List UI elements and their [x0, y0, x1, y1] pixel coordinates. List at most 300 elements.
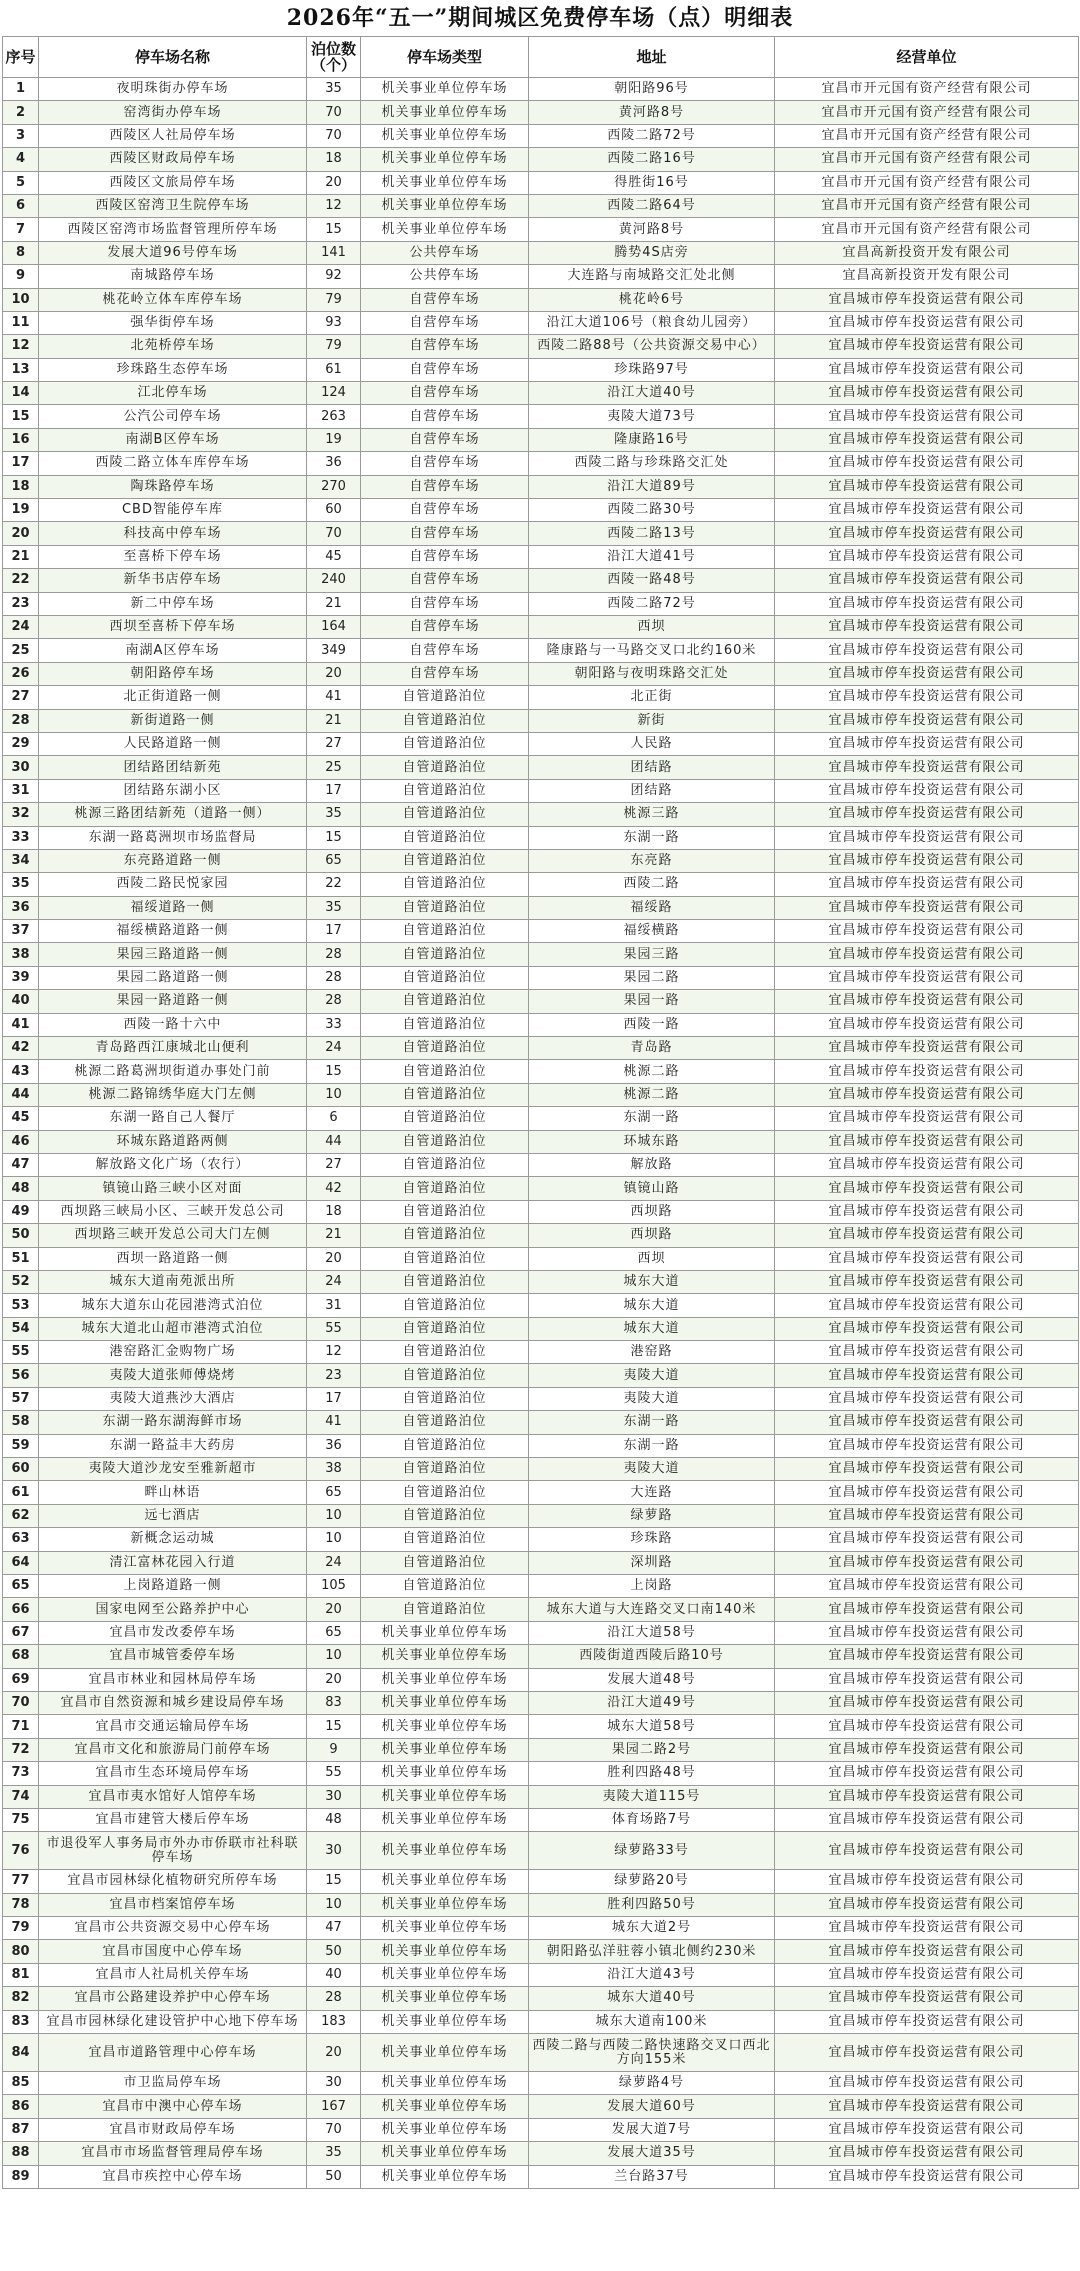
- cell-operator: 宜昌城市停车投资运营有限公司: [775, 966, 1079, 989]
- cell-seq: 68: [3, 1645, 39, 1668]
- cell-name: 新华书店停车场: [39, 569, 307, 592]
- cell-seq: 77: [3, 1870, 39, 1893]
- cell-address: 沿江大道49号: [529, 1691, 775, 1714]
- table-row: [3, 1177, 1079, 1200]
- cell-operator: 宜昌城市停车投资运营有限公司: [775, 1200, 1079, 1223]
- cell-address: 沿江大道40号: [529, 382, 775, 405]
- cell-operator: 宜昌城市停车投资运营有限公司: [775, 826, 1079, 849]
- cell-operator: 宜昌城市停车投资运营有限公司: [775, 288, 1079, 311]
- cell-name: 果园一路道路一侧: [39, 990, 307, 1013]
- cell-address: 团结路: [529, 756, 775, 779]
- cell-seq: 35: [3, 873, 39, 896]
- cell-operator: 宜昌城市停车投资运营有限公司: [775, 2118, 1079, 2141]
- cell-name: 宜昌市文化和旅游局门前停车场: [39, 1738, 307, 1761]
- cell-name: 福绥横路道路一侧: [39, 920, 307, 943]
- cell-operator: 宜昌城市停车投资运营有限公司: [775, 732, 1079, 755]
- cell-name: 宜昌市中澳中心停车场: [39, 2095, 307, 2118]
- cell-spaces: 47: [307, 1917, 361, 1940]
- cell-spaces: 79: [307, 288, 361, 311]
- cell-name: 陶珠路停车场: [39, 475, 307, 498]
- table-row: [3, 1060, 1079, 1083]
- cell-operator: 宜昌高新投资开发有限公司: [775, 265, 1079, 288]
- cell-name: 上岗路道路一侧: [39, 1575, 307, 1598]
- cell-address: 绿萝路33号: [529, 1832, 775, 1870]
- cell-seq: 18: [3, 475, 39, 498]
- header-address: 地址: [529, 37, 775, 78]
- table-row: [3, 1987, 1079, 2010]
- cell-seq: 42: [3, 1037, 39, 1060]
- cell-spaces: 164: [307, 615, 361, 638]
- table-row: [3, 171, 1079, 194]
- table-row: [3, 1551, 1079, 1574]
- cell-seq: 88: [3, 2142, 39, 2165]
- cell-type: 自管道路泊位: [361, 1294, 529, 1317]
- cell-spaces: 30: [307, 2072, 361, 2095]
- cell-name: 强华街停车场: [39, 311, 307, 334]
- table-row: [3, 1341, 1079, 1364]
- cell-seq: 64: [3, 1551, 39, 1574]
- cell-address: 西陵一路: [529, 1013, 775, 1036]
- cell-spaces: 20: [307, 1668, 361, 1691]
- table-row: [3, 662, 1079, 685]
- cell-spaces: 18: [307, 1200, 361, 1223]
- cell-operator: 宜昌城市停车投资运营有限公司: [775, 639, 1079, 662]
- table-header-row: [3, 37, 1079, 78]
- cell-type: 自管道路泊位: [361, 1387, 529, 1410]
- cell-name: 东湖一路益丰大药房: [39, 1434, 307, 1457]
- cell-address: 城东大道40号: [529, 1987, 775, 2010]
- cell-address: 西陵二路64号: [529, 194, 775, 217]
- cell-type: 自管道路泊位: [361, 1598, 529, 1621]
- cell-address: 珍珠路97号: [529, 358, 775, 381]
- cell-type: 自营停车场: [361, 382, 529, 405]
- cell-operator: 宜昌城市停车投资运营有限公司: [775, 1987, 1079, 2010]
- cell-address: 城东大道2号: [529, 1917, 775, 1940]
- cell-address: 黄河路8号: [529, 101, 775, 124]
- table-row: [3, 1200, 1079, 1223]
- table-row: [3, 2072, 1079, 2095]
- cell-seq: 19: [3, 499, 39, 522]
- table-row: [3, 615, 1079, 638]
- cell-type: 自管道路泊位: [361, 1528, 529, 1551]
- cell-name: 西坝至喜桥下停车场: [39, 615, 307, 638]
- table-row: [3, 1294, 1079, 1317]
- cell-operator: 宜昌城市停车投资运营有限公司: [775, 545, 1079, 568]
- cell-address: 发展大道7号: [529, 2118, 775, 2141]
- cell-address: 福绥路: [529, 896, 775, 919]
- cell-spaces: 10: [307, 1645, 361, 1668]
- cell-operator: 宜昌城市停车投资运营有限公司: [775, 1668, 1079, 1691]
- cell-type: 自管道路泊位: [361, 1341, 529, 1364]
- cell-spaces: 92: [307, 265, 361, 288]
- cell-type: 机关事业单位停车场: [361, 1917, 529, 1940]
- cell-spaces: 20: [307, 1247, 361, 1270]
- cell-type: 自管道路泊位: [361, 1130, 529, 1153]
- cell-operator: 宜昌城市停车投资运营有限公司: [775, 475, 1079, 498]
- cell-type: 自管道路泊位: [361, 1458, 529, 1481]
- cell-seq: 58: [3, 1411, 39, 1434]
- cell-type: 自营停车场: [361, 545, 529, 568]
- cell-spaces: 24: [307, 1037, 361, 1060]
- cell-name: 东湖一路自己人餐厅: [39, 1107, 307, 1130]
- cell-type: 自营停车场: [361, 452, 529, 475]
- cell-spaces: 15: [307, 1715, 361, 1738]
- table-row: [3, 1130, 1079, 1153]
- cell-operator: 宜昌城市停车投资运营有限公司: [775, 2034, 1079, 2072]
- cell-operator: 宜昌城市停车投资运营有限公司: [775, 662, 1079, 685]
- cell-seq: 15: [3, 405, 39, 428]
- cell-operator: 宜昌城市停车投资运营有限公司: [775, 920, 1079, 943]
- table-row: [3, 1434, 1079, 1457]
- cell-name: 夷陵大道张师傅烧烤: [39, 1364, 307, 1387]
- cell-seq: 16: [3, 428, 39, 451]
- cell-seq: 25: [3, 639, 39, 662]
- table-row: [3, 288, 1079, 311]
- header-name: 停车场名称: [39, 37, 307, 78]
- cell-address: 夷陵大道: [529, 1364, 775, 1387]
- cell-type: 自管道路泊位: [361, 896, 529, 919]
- cell-address: 东亮路: [529, 849, 775, 872]
- cell-operator: 宜昌城市停车投资运营有限公司: [775, 1411, 1079, 1434]
- cell-address: 北正街: [529, 686, 775, 709]
- cell-operator: 宜昌城市停车投资运营有限公司: [775, 311, 1079, 334]
- cell-address: 绿萝路: [529, 1504, 775, 1527]
- table-row: [3, 2118, 1079, 2141]
- cell-seq: 84: [3, 2034, 39, 2072]
- cell-type: 公共停车场: [361, 265, 529, 288]
- cell-address: 果园二路2号: [529, 1738, 775, 1761]
- cell-seq: 74: [3, 1785, 39, 1808]
- cell-spaces: 83: [307, 1691, 361, 1714]
- cell-operator: 宜昌市开元国有资产经营有限公司: [775, 101, 1079, 124]
- cell-spaces: 18: [307, 148, 361, 171]
- cell-address: 沿江大道58号: [529, 1621, 775, 1644]
- cell-spaces: 10: [307, 1504, 361, 1527]
- cell-seq: 4: [3, 148, 39, 171]
- cell-type: 机关事业单位停车场: [361, 1870, 529, 1893]
- cell-name: 宜昌市道路管理中心停车场: [39, 2034, 307, 2072]
- cell-seq: 5: [3, 171, 39, 194]
- cell-name: 南湖B区停车场: [39, 428, 307, 451]
- cell-type: 自管道路泊位: [361, 966, 529, 989]
- cell-spaces: 23: [307, 1364, 361, 1387]
- table-row: [3, 241, 1079, 264]
- cell-operator: 宜昌城市停车投资运营有限公司: [775, 522, 1079, 545]
- cell-spaces: 65: [307, 1621, 361, 1644]
- cell-seq: 67: [3, 1621, 39, 1644]
- cell-type: 机关事业单位停车场: [361, 1808, 529, 1831]
- cell-seq: 63: [3, 1528, 39, 1551]
- cell-name: 西坝路三峡开发总公司大门左侧: [39, 1224, 307, 1247]
- cell-operator: 宜昌城市停车投资运营有限公司: [775, 1551, 1079, 1574]
- cell-operator: 宜昌市开元国有资产经营有限公司: [775, 194, 1079, 217]
- cell-spaces: 55: [307, 1317, 361, 1340]
- cell-seq: 47: [3, 1153, 39, 1176]
- cell-seq: 23: [3, 592, 39, 615]
- cell-seq: 79: [3, 1917, 39, 1940]
- cell-address: 城东大道58号: [529, 1715, 775, 1738]
- cell-address: 发展大道35号: [529, 2142, 775, 2165]
- cell-name: 宜昌市国度中心停车场: [39, 1940, 307, 1963]
- cell-type: 自营停车场: [361, 499, 529, 522]
- cell-spaces: 38: [307, 1458, 361, 1481]
- cell-address: 桃花岭6号: [529, 288, 775, 311]
- cell-type: 机关事业单位停车场: [361, 2034, 529, 2072]
- cell-spaces: 15: [307, 218, 361, 241]
- cell-spaces: 270: [307, 475, 361, 498]
- cell-address: 西坝: [529, 1247, 775, 1270]
- cell-type: 机关事业单位停车场: [361, 2095, 529, 2118]
- cell-spaces: 70: [307, 101, 361, 124]
- cell-seq: 51: [3, 1247, 39, 1270]
- table-row: [3, 78, 1079, 101]
- cell-type: 自管道路泊位: [361, 732, 529, 755]
- cell-address: 沿江大道43号: [529, 1963, 775, 1986]
- cell-operator: 宜昌城市停车投资运营有限公司: [775, 569, 1079, 592]
- cell-type: 机关事业单位停车场: [361, 2142, 529, 2165]
- cell-type: 自营停车场: [361, 311, 529, 334]
- cell-spaces: 33: [307, 1013, 361, 1036]
- cell-type: 自营停车场: [361, 405, 529, 428]
- cell-spaces: 28: [307, 966, 361, 989]
- table-row: [3, 1411, 1079, 1434]
- cell-type: 自管道路泊位: [361, 1224, 529, 1247]
- cell-name: 桃花岭立体车库停车场: [39, 288, 307, 311]
- table-row: [3, 1575, 1079, 1598]
- cell-address: 果园一路: [529, 990, 775, 1013]
- cell-seq: 34: [3, 849, 39, 872]
- cell-name: 宜昌市市场监督管理局停车场: [39, 2142, 307, 2165]
- cell-seq: 14: [3, 382, 39, 405]
- cell-seq: 85: [3, 2072, 39, 2095]
- cell-operator: 宜昌城市停车投资运营有限公司: [775, 1130, 1079, 1153]
- cell-type: 自管道路泊位: [361, 1411, 529, 1434]
- cell-operator: 宜昌高新投资开发有限公司: [775, 241, 1079, 264]
- cell-address: 朝阳路弘洋驻蓉小镇北侧约230米: [529, 1940, 775, 1963]
- cell-operator: 宜昌城市停车投资运营有限公司: [775, 452, 1079, 475]
- cell-address: 体育场路7号: [529, 1808, 775, 1831]
- cell-name: 人民路道路一侧: [39, 732, 307, 755]
- cell-seq: 66: [3, 1598, 39, 1621]
- cell-operator: 宜昌城市停车投资运营有限公司: [775, 2142, 1079, 2165]
- table-row: [3, 1247, 1079, 1270]
- cell-name: 江北停车场: [39, 382, 307, 405]
- cell-type: 机关事业单位停车场: [361, 101, 529, 124]
- cell-type: 机关事业单位停车场: [361, 218, 529, 241]
- cell-operator: 宜昌城市停车投资运营有限公司: [775, 1738, 1079, 1761]
- cell-operator: 宜昌城市停车投资运营有限公司: [775, 1387, 1079, 1410]
- table-row: [3, 1645, 1079, 1668]
- cell-address: 果园三路: [529, 943, 775, 966]
- cell-address: 黄河路8号: [529, 218, 775, 241]
- cell-type: 自管道路泊位: [361, 779, 529, 802]
- cell-seq: 60: [3, 1458, 39, 1481]
- table-row: [3, 475, 1079, 498]
- cell-spaces: 124: [307, 382, 361, 405]
- cell-type: 机关事业单位停车场: [361, 1691, 529, 1714]
- cell-operator: 宜昌市开元国有资产经营有限公司: [775, 171, 1079, 194]
- cell-address: 镇镜山路: [529, 1177, 775, 1200]
- cell-seq: 55: [3, 1341, 39, 1364]
- cell-address: 大连路与南城路交汇处北侧: [529, 265, 775, 288]
- table-row: [3, 920, 1079, 943]
- cell-seq: 78: [3, 1893, 39, 1916]
- cell-address: 人民路: [529, 732, 775, 755]
- cell-address: 隆康路与一马路交叉口北约160米: [529, 639, 775, 662]
- table-row: [3, 943, 1079, 966]
- table-row: [3, 1870, 1079, 1893]
- table-row: [3, 1738, 1079, 1761]
- cell-type: 自营停车场: [361, 569, 529, 592]
- cell-operator: 宜昌城市停车投资运营有限公司: [775, 779, 1079, 802]
- cell-address: 东湖一路: [529, 826, 775, 849]
- cell-spaces: 17: [307, 1387, 361, 1410]
- cell-spaces: 36: [307, 452, 361, 475]
- table-row: [3, 358, 1079, 381]
- cell-spaces: 65: [307, 1481, 361, 1504]
- cell-seq: 11: [3, 311, 39, 334]
- cell-seq: 86: [3, 2095, 39, 2118]
- cell-type: 机关事业单位停车场: [361, 78, 529, 101]
- cell-type: 机关事业单位停车场: [361, 1645, 529, 1668]
- cell-type: 自管道路泊位: [361, 826, 529, 849]
- cell-type: 自管道路泊位: [361, 1481, 529, 1504]
- table-row: [3, 803, 1079, 826]
- cell-spaces: 20: [307, 2034, 361, 2072]
- cell-spaces: 60: [307, 499, 361, 522]
- cell-address: 东湖一路: [529, 1107, 775, 1130]
- cell-seq: 28: [3, 709, 39, 732]
- cell-address: 大连路: [529, 1481, 775, 1504]
- cell-name: 宜昌市公共资源交易中心停车场: [39, 1917, 307, 1940]
- table-row: [3, 265, 1079, 288]
- table-row: [3, 1037, 1079, 1060]
- cell-seq: 72: [3, 1738, 39, 1761]
- cell-seq: 31: [3, 779, 39, 802]
- cell-address: 福绥横路: [529, 920, 775, 943]
- cell-name: 畔山林语: [39, 1481, 307, 1504]
- cell-spaces: 263: [307, 405, 361, 428]
- table-row: [3, 1762, 1079, 1785]
- cell-spaces: 30: [307, 1832, 361, 1870]
- cell-address: 西陵二路72号: [529, 592, 775, 615]
- cell-seq: 37: [3, 920, 39, 943]
- table-row: [3, 732, 1079, 755]
- cell-spaces: 12: [307, 194, 361, 217]
- table-row: [3, 218, 1079, 241]
- cell-operator: 宜昌城市停车投资运营有限公司: [775, 1317, 1079, 1340]
- cell-seq: 62: [3, 1504, 39, 1527]
- cell-operator: 宜昌城市停车投资运营有限公司: [775, 873, 1079, 896]
- cell-spaces: 105: [307, 1575, 361, 1598]
- cell-seq: 45: [3, 1107, 39, 1130]
- cell-seq: 81: [3, 1963, 39, 1986]
- cell-name: 果园三路道路一侧: [39, 943, 307, 966]
- cell-spaces: 24: [307, 1270, 361, 1293]
- cell-name: 宜昌市生态环境局停车场: [39, 1762, 307, 1785]
- cell-type: 自管道路泊位: [361, 1060, 529, 1083]
- cell-operator: 宜昌城市停车投资运营有限公司: [775, 1785, 1079, 1808]
- cell-type: 自营停车场: [361, 358, 529, 381]
- cell-operator: 宜昌市开元国有资产经营有限公司: [775, 148, 1079, 171]
- cell-address: 绿萝路4号: [529, 2072, 775, 2095]
- cell-spaces: 50: [307, 2165, 361, 2188]
- cell-name: 青岛路西江康城北山便利: [39, 1037, 307, 1060]
- cell-type: 机关事业单位停车场: [361, 2165, 529, 2188]
- cell-name: 桃源三路团结新苑（道路一侧）: [39, 803, 307, 826]
- cell-type: 自管道路泊位: [361, 920, 529, 943]
- cell-seq: 1: [3, 78, 39, 101]
- cell-spaces: 30: [307, 1785, 361, 1808]
- cell-address: 朝阳路96号: [529, 78, 775, 101]
- table-row: [3, 1013, 1079, 1036]
- cell-type: 自管道路泊位: [361, 1504, 529, 1527]
- cell-name: 夷陵大道燕沙大酒店: [39, 1387, 307, 1410]
- cell-operator: 宜昌城市停车投资运营有限公司: [775, 592, 1079, 615]
- cell-seq: 65: [3, 1575, 39, 1598]
- parking-lot-table: [2, 36, 1079, 2189]
- cell-spaces: 27: [307, 732, 361, 755]
- cell-type: 自管道路泊位: [361, 1575, 529, 1598]
- cell-type: 自营停车场: [361, 615, 529, 638]
- table-row: [3, 545, 1079, 568]
- cell-address: 西陵一路48号: [529, 569, 775, 592]
- cell-seq: 56: [3, 1364, 39, 1387]
- cell-type: 自管道路泊位: [361, 990, 529, 1013]
- header-type: 停车场类型: [361, 37, 529, 78]
- table-row: [3, 1893, 1079, 1916]
- cell-spaces: 19: [307, 428, 361, 451]
- cell-spaces: 42: [307, 1177, 361, 1200]
- table-row: [3, 1691, 1079, 1714]
- cell-operator: 宜昌城市停车投资运营有限公司: [775, 1247, 1079, 1270]
- cell-operator: 宜昌城市停车投资运营有限公司: [775, 382, 1079, 405]
- cell-name: 公汽公司停车场: [39, 405, 307, 428]
- cell-operator: 宜昌城市停车投资运营有限公司: [775, 896, 1079, 919]
- cell-spaces: 45: [307, 545, 361, 568]
- cell-name: 西陵区窑湾市场监督管理所停车场: [39, 218, 307, 241]
- cell-spaces: 28: [307, 943, 361, 966]
- cell-operator: 宜昌城市停车投资运营有限公司: [775, 1294, 1079, 1317]
- cell-name: 新街道路一侧: [39, 709, 307, 732]
- cell-operator: 宜昌市开元国有资产经营有限公司: [775, 78, 1079, 101]
- cell-operator: 宜昌城市停车投资运营有限公司: [775, 1762, 1079, 1785]
- cell-name: 夜明珠街办停车场: [39, 78, 307, 101]
- cell-seq: 20: [3, 522, 39, 545]
- cell-seq: 33: [3, 826, 39, 849]
- cell-type: 机关事业单位停车场: [361, 1621, 529, 1644]
- cell-address: 西坝: [529, 615, 775, 638]
- cell-name: 远七酒店: [39, 1504, 307, 1527]
- cell-seq: 39: [3, 966, 39, 989]
- table-row: [3, 405, 1079, 428]
- cell-operator: 宜昌城市停车投资运营有限公司: [775, 1037, 1079, 1060]
- cell-type: 自营停车场: [361, 522, 529, 545]
- table-row: [3, 990, 1079, 1013]
- cell-spaces: 50: [307, 1940, 361, 1963]
- cell-type: 自管道路泊位: [361, 686, 529, 709]
- cell-address: 夷陵大道115号: [529, 1785, 775, 1808]
- cell-seq: 73: [3, 1762, 39, 1785]
- cell-name: 清江富林花园入行道: [39, 1551, 307, 1574]
- cell-name: 宜昌市自然资源和城乡建设局停车场: [39, 1691, 307, 1714]
- cell-type: 自管道路泊位: [361, 1551, 529, 1574]
- table-row: [3, 124, 1079, 147]
- table-row: [3, 1387, 1079, 1410]
- cell-address: 西坝路: [529, 1224, 775, 1247]
- cell-spaces: 6: [307, 1107, 361, 1130]
- cell-name: 宜昌市人社局机关停车场: [39, 1963, 307, 1986]
